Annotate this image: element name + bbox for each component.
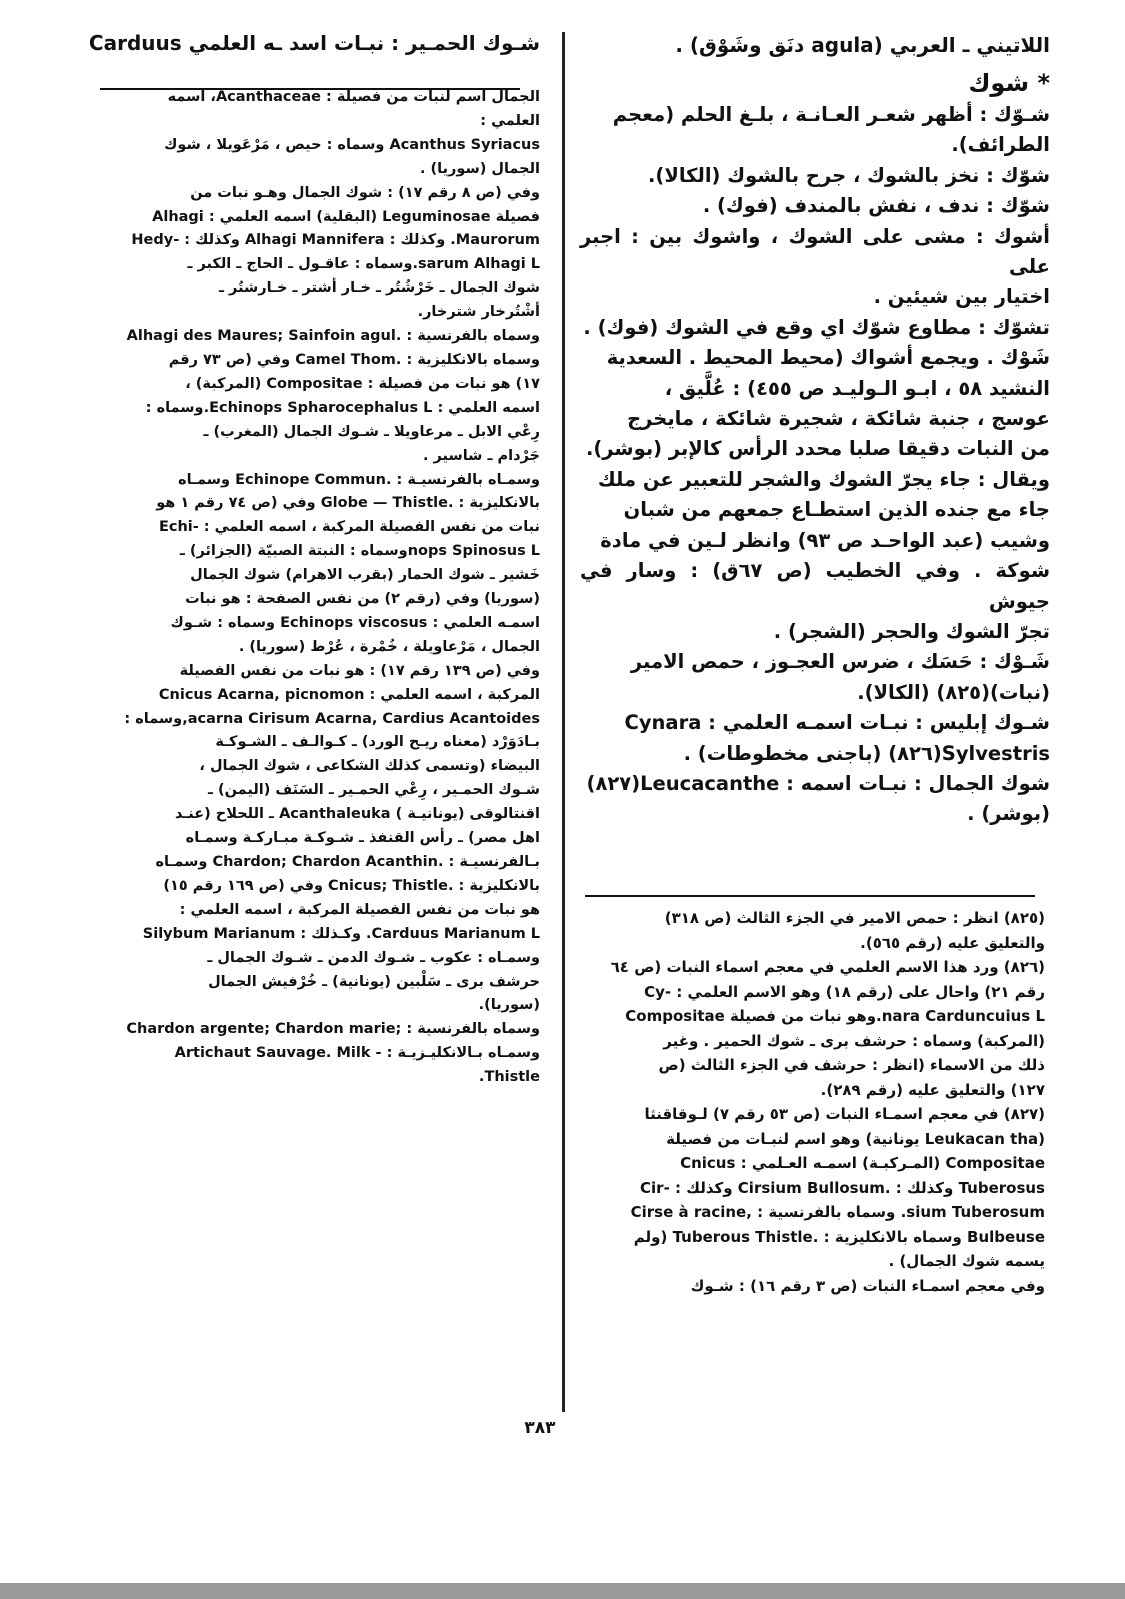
text-line: خَشير ـ شوك الحمار (بقرب الاهرام) شوك الجمال bbox=[190, 567, 540, 584]
text-line: وشيب (عبد الواحـد ص ٩٣) وانظر لـين في مادة bbox=[600, 528, 1050, 552]
text-line: شـوك الحمـير ، رِعْي الحمـير ـ السَنَف (اليمن) ـ bbox=[208, 782, 540, 799]
footnote-line: sium Tuberosum. وسماه بالفرنسية : ,Cirse à racine bbox=[630, 1203, 1045, 1221]
text-line: النشيد ٥٨ ، ابـو الـوليـد ص ٤٥٥) : عُلَّيق ، bbox=[664, 376, 1050, 400]
footnote-line: (٨٢٥) انظر : حمص الامير في الجزء الثالث (ص ٣١٨) bbox=[664, 909, 1045, 927]
text-line: فصيلة Leguminosae (البقلية) اسمه العلمي : Alhagi bbox=[152, 208, 540, 225]
text-line: المركبة ، اسمه العلمي : Cnicus Acarna, picnomon bbox=[158, 686, 540, 703]
left-body bbox=[80, 86, 540, 1090]
text-line: اهل مصر) ـ رأس القنفذ ـ شـوكـة مبـاركـة وسمـاه bbox=[185, 830, 540, 847]
footnote-line: (٨٢٧) في معجم اسمـاء النبات (ص ٥٣ رقم ٧) لـوقاقنثا bbox=[644, 1105, 1045, 1123]
text-line: (سوريا) وفي (رقم ٢) من نفس الصفحة : هو نبات bbox=[185, 591, 540, 608]
column-divider bbox=[562, 32, 565, 1412]
text-line: جَرْدام ـ شاسير . bbox=[422, 447, 540, 464]
left-column bbox=[80, 28, 540, 1090]
footnote-line: ذلك من الاسماء (انظر : حرشف في الجزء الثالث (ص bbox=[658, 1056, 1045, 1074]
text-line: الجمال (سوريا) . bbox=[419, 160, 540, 177]
text-line: Thistle. bbox=[478, 1069, 540, 1086]
text-line: nops Spinosus Lوسماه : النبتة الصبيّة (الجزائر) ـ bbox=[179, 543, 540, 560]
text-line: بـالفرنسيـة : .Chardon; Chardon Acanthin وسمـاه bbox=[155, 854, 540, 870]
text-line: نبات من نفس الفصيلة المركبة ، اسمه العلمي : -Echi bbox=[158, 519, 540, 536]
text-line: وسمـاه بالفرنسيـة : .Echinope Commun وسمـاه bbox=[178, 471, 540, 488]
footnote-line: ١٢٧) والتعليق عليه (رقم ٢٨٩). bbox=[820, 1080, 1045, 1099]
text-line: حرشف برى ـ سَلْبين (يونانية) ـ خُرْفيش الجمال bbox=[208, 973, 540, 990]
text-line: Carduus Marianum L. وكـذلك : Silybum Marianum bbox=[142, 925, 540, 942]
text-line: أشْتُرخار شترخار. bbox=[417, 304, 540, 321]
footnote-line: والتعليق عليه (رقم ٥٦٥). bbox=[860, 933, 1045, 952]
footnote-line: رقم ٢١) واحال على (رقم ١٨) وهو الاسم العلمي : -Cy bbox=[644, 982, 1045, 1001]
text-line: Sylvestris(٨٢٦) (باجنى مخطوطات) . bbox=[683, 741, 1050, 765]
text-line: (سوريا). bbox=[478, 997, 540, 1014]
entry-heading: * شوك bbox=[968, 69, 1050, 97]
text-line: شَـوْك : حَسَك ، ضرس العجـوز ، حمص الامير bbox=[630, 650, 1050, 674]
footnote-line: Tuberosus وكذلك : .Cirsium Bullosum وكذلك : -Cir bbox=[640, 1178, 1045, 1197]
text-line: (بوشر) . bbox=[967, 802, 1050, 826]
text-line: ويقال : جاء يجرّ الشوك والشجر للتعبير عن ملك bbox=[597, 467, 1050, 491]
text-line: اختيار بين شيئين . bbox=[873, 285, 1050, 309]
text-line: شوكة . وفي الخطيب (ص ٦٧ق) : وسار في جيوش bbox=[580, 559, 1051, 613]
right-header: اللاتيني ـ العربي (agula دنَق وشَوْق) . bbox=[675, 33, 1050, 57]
footnote-rule bbox=[585, 895, 1035, 897]
text-line: اسمـه العلمي : Echinops viscosus وسماه : شـوك bbox=[170, 614, 540, 631]
text-line: تجرّ الشوك والحجر (الشجر) . bbox=[773, 619, 1050, 643]
footnote-line: (Leukacan tha يونانية) وهو اسم لنبـات من فصيلة bbox=[666, 1129, 1045, 1148]
text-line: وسماه بالانكليزية : .Camel Thom وفي (ص ٧٣ رقم bbox=[168, 351, 540, 368]
text-line: بالانكليزية : .Globe — Thistle وفي (ص ٧٤ رقم ١ هو bbox=[156, 495, 540, 512]
right-body bbox=[580, 100, 1050, 830]
text-line: عوسج ، جنبة شائكة ، شجيرة شائكة ، مايخرج bbox=[627, 407, 1050, 431]
text-line: شَوْك . ويجمع أشواك (محيط المحيط . السعدية bbox=[606, 346, 1050, 370]
text-line: الجمال ، مَرْعاويلة ، خُمْرة ، عُرْط (سوريا) . bbox=[238, 638, 540, 655]
footnote-line: nara Carduncuius L.وهو نبات من فصيلة Compositae bbox=[625, 1007, 1045, 1025]
text-line: acarna Cirisum Acarna, Cardius Acantoides,وسماه : bbox=[124, 710, 540, 727]
left-header: شـوك الحمـير : نبـات اسد ـه العلمي Carduus bbox=[88, 31, 540, 55]
text-line: وفي (ص ٨ رقم ١٧) : شوك الجمال وهـو نبات من bbox=[190, 184, 540, 201]
text-line: وفي (ص ١٣٩ رقم ١٧) : هو نبات من نفس الفصيلة bbox=[179, 662, 540, 679]
page-number: ٣٨٣ bbox=[524, 1418, 556, 1438]
text-line: الجمال اسم لنبات من فصيلة : Acanthaceae، اسمه bbox=[167, 89, 540, 105]
text-line: العلمي : bbox=[480, 112, 540, 129]
text-line: وسمـاه بـالانكليـزيـة : - Artichaut Sauvage. Milk bbox=[174, 1045, 540, 1062]
footnote-line: (٨٢٦) ورد هذا الاسم العلمي في معجم اسماء النبات (ص ٦٤ bbox=[610, 958, 1045, 976]
text-line: من النبات دقيقا صلبا محدد الرأس كالإبر (بوشر). bbox=[585, 437, 1050, 461]
text-line: وسمـاه : عكوب ـ شـوك الدمن ـ شـوك الجمال ـ bbox=[207, 949, 540, 966]
footnote-line: (المركبة) وسماه : حرشف برى ـ شوك الحمير . وغير bbox=[663, 1031, 1045, 1050]
text-line: ١٧) هو نبات من فصيلة : Compositae (المركبة) ، bbox=[185, 375, 540, 392]
text-line: شوّك : ندف ، نفش بالمندف (فوك) . bbox=[702, 194, 1050, 218]
text-line: sarum Alhagi L.وسماه : عاقـول ـ الحاج ـ الكبر ـ bbox=[187, 256, 540, 273]
right-column bbox=[580, 30, 1050, 830]
footnotes bbox=[580, 906, 1045, 1298]
text-line: اسمه العلمي : Echinops Spharocephalus L.وسماه : bbox=[145, 399, 540, 416]
footnote-line: Compositae (المـركبـة) اسمـه العـلمي : Cnicus bbox=[680, 1154, 1045, 1172]
scan-edge bbox=[0, 1583, 1125, 1599]
footnote-line: Bulbeuse وسماه بالانكليزية : .Tuberous Thistle (ولم bbox=[633, 1227, 1045, 1246]
text-line: تشوّك : مطاوع شوّك اي وقع في الشوك (فوك) . bbox=[583, 315, 1050, 339]
text-line: بـادَوَرْد (معناه ريـح الورد) ـ كـوالـف ـ الشـوكـة bbox=[215, 734, 540, 751]
text-line: شـوك إبليس : نبـات اسمـه العلمي : Cynara bbox=[624, 711, 1050, 735]
text-line: بالانكليزية : .Cnicus; Thistle وفي (ص ١٦٩ رقم ١٥) bbox=[163, 877, 540, 894]
text-line: Acanthus Syriacus وسماه : حيص ، مَرْعَويلا ، شوك bbox=[164, 136, 540, 153]
text-line: شوك الجمال : نبـات اسمه : Leucacanthe(٨٢٧) bbox=[586, 771, 1050, 795]
text-line: Maurorum. وكذلك : Alhagi Mannifera وكذلك : -Hedy bbox=[131, 232, 540, 249]
text-line: وسماه بالفرنسية : ;Chardon argente; Chardon marie bbox=[126, 1021, 540, 1038]
footnote-line: وفي معجم اسمـاء النبات (ص ٣ رقم ١٦) : شـوك bbox=[690, 1276, 1045, 1295]
text-line: (نبات)(٨٢٥) (الكالا). bbox=[857, 680, 1050, 704]
text-line: شوّك : نخز بالشوك ، جرح بالشوك (الكالا). bbox=[648, 163, 1050, 187]
text-line: شـوّك : أظهر شعـر العـانـة ، بلـغ الحلم (معجم bbox=[612, 103, 1050, 126]
text-line: الطرائف). bbox=[951, 133, 1050, 157]
text-line: وسماه بالفرنسية : .Alhagi des Maures; Sainfoin agul bbox=[126, 328, 540, 345]
text-line: جاء مع جنده الذين استطـاع جمعهم من شبان bbox=[623, 498, 1050, 522]
text-line: اقنتالوقى (يونانيـة ) Acanthaleuka ـ اللحلاح (عنـد bbox=[174, 806, 540, 823]
text-line: هو نبات من نفس الفصيلة المركبة ، اسمه العلمي : bbox=[179, 901, 540, 918]
text-line: رِعْي الابل ـ مرعاويلا ـ شـوك الجمال (المغرب) ـ bbox=[203, 423, 540, 440]
text-line: أشوك : مشى على الشوك ، واشوك بين : اجبر على bbox=[580, 224, 1050, 279]
text-line: شوك الجمال ـ خَرْشُتُر ـ خـار أشتر ـ خـارشتُر ـ bbox=[219, 280, 540, 297]
text-line: البيضاء (وتسمى كذلك الشكاعى ، شوك الجمال ، bbox=[199, 758, 540, 775]
footnote-line: يسمه شوك الجمال) . bbox=[888, 1252, 1045, 1270]
